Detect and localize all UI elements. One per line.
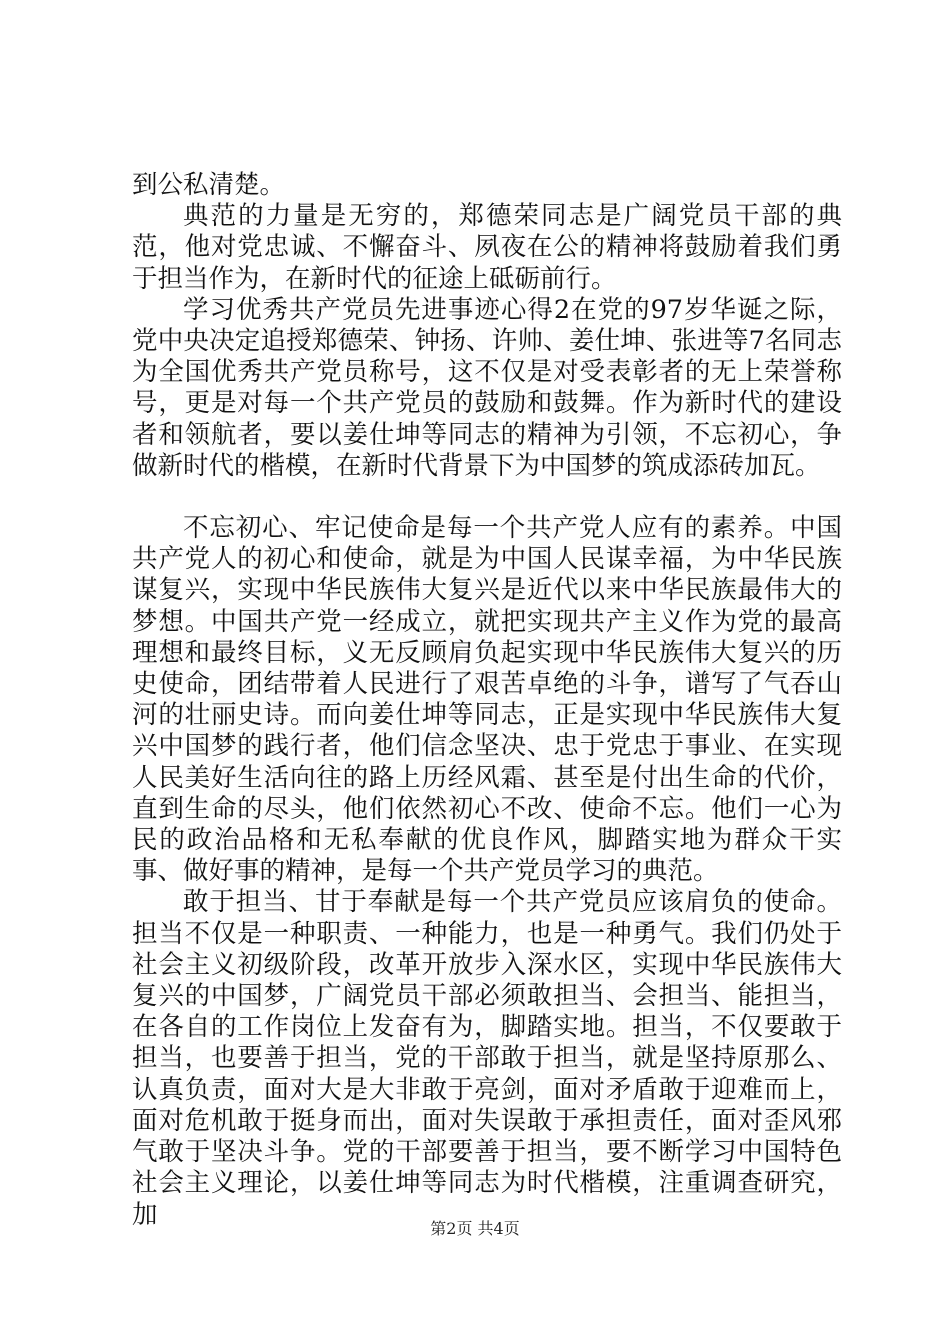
paragraph-original-aspiration: 不忘初心、牢记使命是每一个共产党人应有的素养。中国共产党人的初心和使命，就是为中国人民谋幸福，为中华民族谋复兴，实现中华民族伟大复兴是近代以来中华民族最伟大的梦想。中国共产党一经成立，就把实现共产主义作为党的最高理想和最终目标，义无反顾肩负起实现中华民族伟大复兴的历史使命，团结带着人民进行了艰苦卓绝的斗争，谱写了气吞山河的壮丽史诗。而向姜仕坤等同志，正是实现中华民族伟大复兴中国梦的践行者，他们信念坚决、忠于党忠于事业、在实现人民美好生活向往的路上历经风霜、甚至是付出生命的代价，直到生命的尽头，他们依然初心不改、使命不忘。他们一心为民的政治品格和无私奉献的优良作风，脚踏实地为群众干实事、做好事的精神，是每一个共产党员学习的典范。 <box>132 513 842 887</box>
paragraph-model-power: 典范的力量是无穷的，郑德荣同志是广阔党员干部的典范，他对党忠诚、不懈奋斗、夙夜在公的精神将鼓励着我们勇于担当作为，在新时代的征途上砥砺前行。 <box>132 201 842 294</box>
document-body <box>132 170 842 1231</box>
paragraph-responsibility: 敢于担当、甘于奉献是每一个共产党员应该肩负的使命。担当不仅是一种职责、一种能力，也是一种勇气。我们仍处于社会主义初级阶段，改革开放步入深水区，实现中华民族伟大复兴的中国梦，广阔党员干部必须敢担当、会担当、能担当，在各自的工作岗位上发奋有为，脚踏实地。担当，不仅要敢于担当，也要善于担当，党的干部敢于担当，就是坚持原那么、认真负责，面对大是大非敢于亮剑，面对矛盾敢于迎难而上，面对危机敢于挺身而出，面对失误敢于承担责任，面对歪风邪气敢于坚决斗争。党的干部要善于担当，要不断学习中国特色社会主义理论，以姜仕坤等同志为时代楷模，注重调查研究，加 <box>132 887 842 1230</box>
paragraph-study-notes: 学习优秀共产党员先进事迹心得2在党的97岁华诞之际，党中央决定追授郑德荣、钟扬、许帅、姜仕坤、张进等7名同志为全国优秀共产党员称号，这不仅是对受表彰者的无上荣誉称号，更是对每一个共产党员的鼓励和鼓舞。作为新时代的建设者和领航者，要以姜仕坤等同志的精神为引领，不忘初心，争做新时代的楷模，在新时代背景下为中国梦的筑成添砖加瓦。 <box>132 294 842 481</box>
paragraph-gap <box>132 482 842 513</box>
paragraph-continuation: 到公私清楚。 <box>132 170 286 200</box>
page-number-footer: 第2页 共4页 <box>430 1219 520 1238</box>
